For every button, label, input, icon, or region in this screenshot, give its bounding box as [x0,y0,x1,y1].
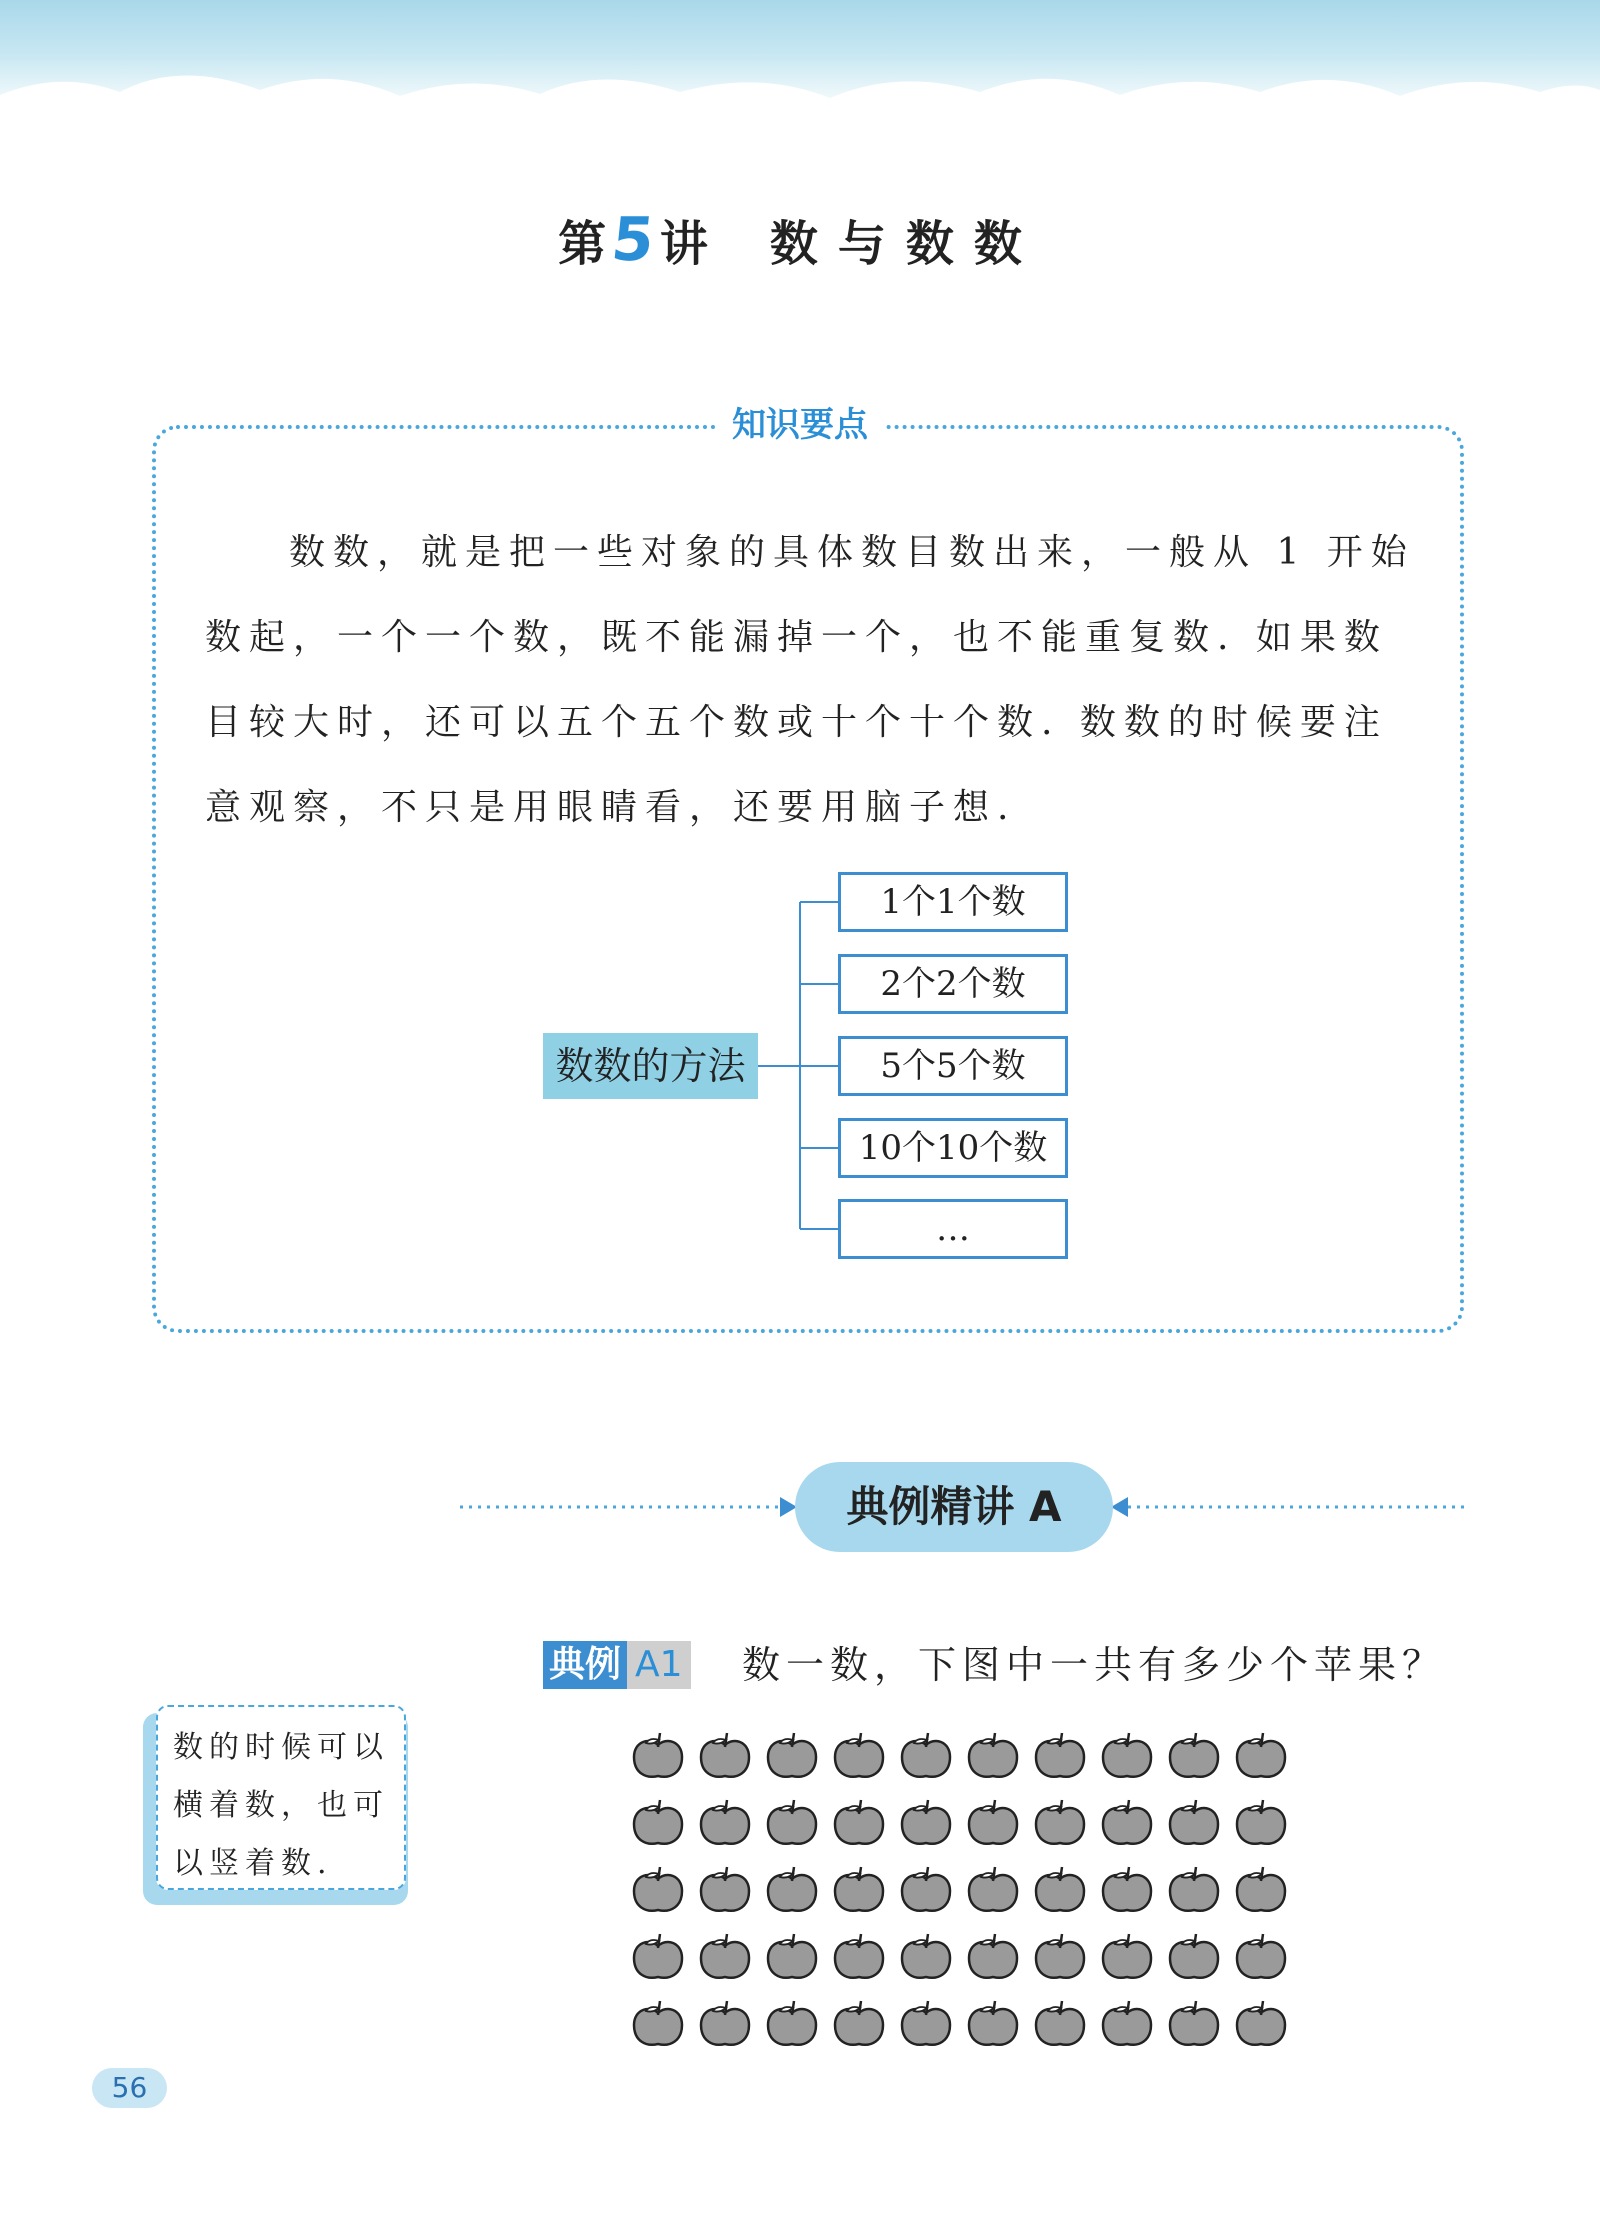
method-box-4: 10个10个数 [838,1118,1068,1178]
apple-icon [835,1867,883,1911]
apple-icon [768,1934,816,1978]
apple-icon [701,1867,749,1911]
apple-icon [1237,1800,1285,1844]
apple-icon [902,1733,950,1777]
knowledge-points-title: 知识要点 [715,402,885,448]
example-question: 数一数，下图中一共有多少个苹果？ [742,1643,1447,1687]
method-box-5: … [838,1199,1068,1259]
apple-icon [634,1733,682,1777]
apple-icon [835,1800,883,1844]
apple-icon [1237,1733,1285,1777]
lecture-prefix: 第 [558,216,609,272]
apple-icon [902,1934,950,1978]
apple-icon [835,1733,883,1777]
apple-icon [1103,1800,1151,1844]
apple-icon [1036,2001,1084,2045]
apple-icon [1103,1733,1151,1777]
apple-icon [768,1800,816,1844]
apple-icon [902,2001,950,2045]
section-title-pill: 典例精讲 A [795,1462,1113,1552]
method-box-3: 5个5个数 [838,1036,1068,1096]
apple-icon [634,2001,682,2045]
apple-icon [1170,1867,1218,1911]
apple-icon [1170,1800,1218,1844]
lecture-number: 5 [608,205,660,275]
example-tag-id: A1 [627,1641,691,1689]
apple-icon [768,2001,816,2045]
apple-icon [835,1934,883,1978]
apple-icon [1036,1733,1084,1777]
apple-icon [969,2001,1017,2045]
apple-icon [701,1800,749,1844]
apple-icon [1036,1867,1084,1911]
apple-icon [634,1800,682,1844]
apple-icon [835,2001,883,2045]
apple-icon [1237,1934,1285,1978]
apple-icon [634,1867,682,1911]
lecture-suffix: 讲 [659,216,710,272]
apple-icon [768,1733,816,1777]
apple-icon [969,1867,1017,1911]
apple-icon [634,1934,682,1978]
apple-icon [701,2001,749,2045]
lecture-topic: 数与数数 [769,216,1042,272]
apple-icon [701,1733,749,1777]
apple-icon [1170,2001,1218,2045]
apple-icon [902,1867,950,1911]
counting-method-label: 数数的方法 [543,1033,758,1099]
apple-icon [1170,1934,1218,1978]
apple-icon [1036,1800,1084,1844]
knowledge-paragraph: 数数，就是把一些对象的具体数目数出来，一般从 1 开始数起，一个一个数，既不能漏掉一个，也不能重复数. 如果数目较大时，还可以五个五个数或十个十个数. 数数的时候要注意观察，不只是用眼睛看，还要用脑子想. [205,532,1415,828]
apple-icon [1237,1867,1285,1911]
apple-icon [969,1934,1017,1978]
apple-icon [969,1800,1017,1844]
method-box-1: 1个1个数 [838,872,1068,932]
apple-icon [768,1867,816,1911]
apple-icon [1170,1733,1218,1777]
apple-icon [701,1934,749,1978]
page-number: 56 [92,2068,167,2108]
apple-icon [1103,2001,1151,2045]
apple-icon [1103,1867,1151,1911]
apple-icon [902,1800,950,1844]
apple-icon [1036,1934,1084,1978]
apple-icon [1103,1934,1151,1978]
example-tag-label: 典例 [543,1641,627,1689]
hint-text: 数的时候可以横着数，也可以竖着数. [173,1730,389,1881]
method-box-2: 2个2个数 [838,954,1068,1014]
apple-icon [1237,2001,1285,2045]
apple-icon [969,1733,1017,1777]
